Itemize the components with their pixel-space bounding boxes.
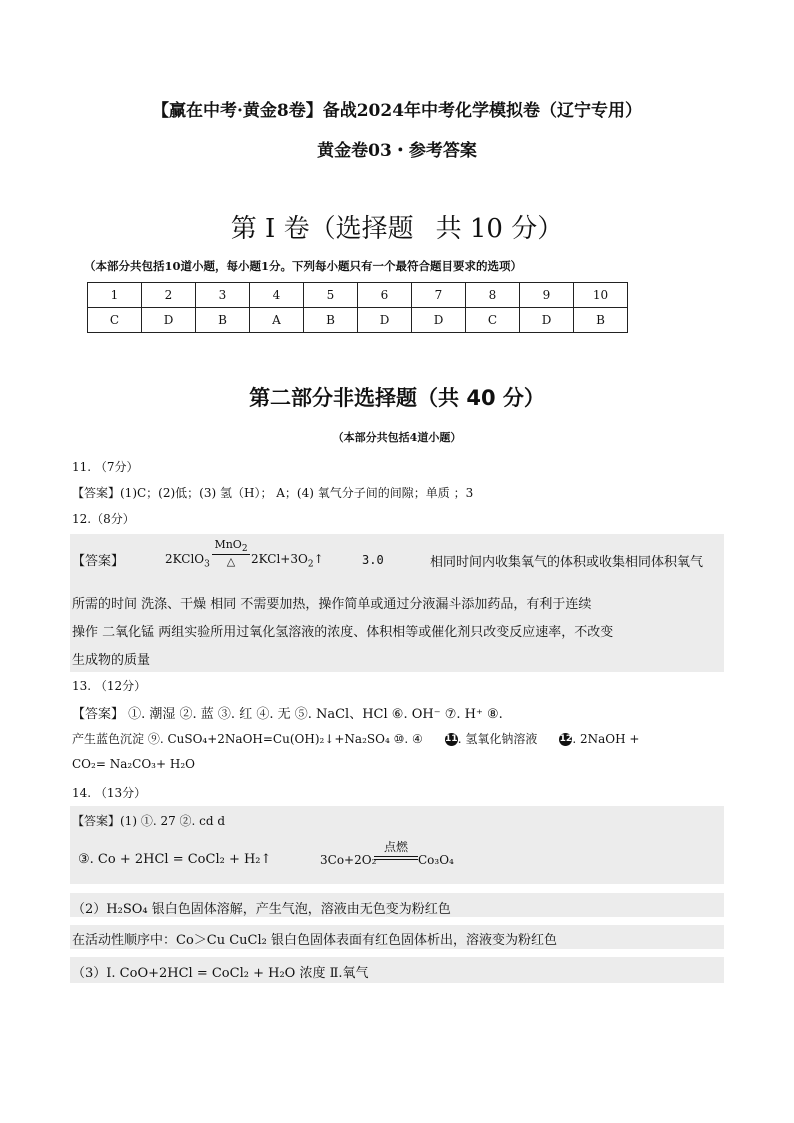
- q12-heat-symbol: △: [226, 555, 236, 569]
- part2-heading: 第二部分非选择题（共 40 分）: [249, 386, 545, 410]
- q14-line5: （3）I. CoO+2HCl = CoCl₂ + H₂O 浓度 Ⅱ.氧气: [72, 966, 369, 981]
- answer-table-numbers-row: [88, 283, 628, 308]
- answer-number: 1: [88, 283, 142, 308]
- q13-line2-b: . 氢氧化钠溶液: [457, 732, 538, 746]
- q14-condition-text: 点燃: [383, 840, 408, 854]
- answer-number: 10: [574, 283, 628, 308]
- q12-equation-left: [165, 552, 210, 569]
- answer-choice: D: [412, 308, 466, 333]
- q14-label: 14. （13分）: [72, 786, 147, 800]
- q14-line1: 【答案】(1) ①. 27 ②. cd d: [72, 814, 226, 828]
- q12-eq-left-sub: 3: [204, 559, 210, 570]
- part1-heading-b: 共 10 分）: [435, 214, 564, 244]
- answer-table: [87, 282, 628, 333]
- q12-value: 3.0: [362, 553, 384, 567]
- q12-reaction-condition: [212, 538, 250, 568]
- answer-number: 6: [358, 283, 412, 308]
- q14-line3: （2）H₂SO₄ 银白色固体溶解，产生气泡，溶液由无色变为粉红色: [72, 902, 451, 917]
- q14-combustion-condition: [374, 838, 418, 860]
- q12-catalyst: MnO: [214, 538, 242, 551]
- part1-note: （本部分共包括10道小题，每小题1分。下列每小题只有一个最符合题目要求的选项）: [84, 259, 523, 273]
- q14-equals-line-bottom: [374, 859, 418, 860]
- q14-equals-line-top: [374, 856, 418, 857]
- q12-line2: 所需的时间 洗涤、干燥 相同 不需要加热，操作简单或通过分液漏斗添加药品，有利于连续: [72, 597, 592, 612]
- answer-number: 9: [520, 283, 574, 308]
- answer-choice: B: [574, 308, 628, 333]
- document-title: 【赢在中考·黄金8卷】备战2024年中考化学模拟卷（辽宁专用）: [151, 101, 643, 121]
- q12-text-a: 相同时间内收集氧气的体积或收集相同体积氧气: [430, 555, 704, 570]
- answer-number: 8: [466, 283, 520, 308]
- circled-number-11: 11: [444, 734, 458, 744]
- q12-eq-left-text: 2KClO: [165, 552, 205, 566]
- q12-eq-right-sub: 2: [307, 559, 314, 570]
- q13-label: 13. （12分）: [72, 679, 147, 693]
- answer-number: 2: [142, 283, 196, 308]
- q14-equation-3b-left: 3Co+2O₂: [320, 853, 377, 867]
- answer-choice: D: [520, 308, 574, 333]
- q11-label: 11. （7分）: [72, 460, 139, 474]
- part1-heading: [0, 208, 794, 245]
- q12-line3: 操作 二氧化锰 两组实验所用过氧化氢溶液的浓度、体积相等或催化剂只改变反应速率，不改变: [72, 625, 614, 640]
- q12-gas-arrow: ↑: [313, 552, 324, 566]
- answer-choice: D: [142, 308, 196, 333]
- part2-note: （本部分共包括4道小题）: [332, 431, 462, 444]
- q12-equation-right: [251, 552, 324, 569]
- document-subtitle: 黄金卷03・参考答案: [317, 141, 477, 161]
- answer-number: 3: [196, 283, 250, 308]
- q14-equation-3a: ③. Co + 2HCl = CoCl₂ + H₂↑: [78, 852, 272, 867]
- answer-number: 7: [412, 283, 466, 308]
- q13-line2-c: . 2NaOH +: [572, 732, 640, 746]
- q12-catalyst-sub: 2: [241, 544, 248, 555]
- answer-table-answers-row: [88, 308, 628, 333]
- q14-line4: 在活动性顺序中：Co＞Cu CuCl₂ 银白色固体表面有红色固体析出，溶液变为粉红色: [72, 933, 557, 948]
- q12-line4: 生成物的质量: [72, 653, 151, 668]
- q13-line1: 【答案】 ①. 潮湿 ②. 蓝 ③. 红 ④. 无 ⑤. NaCl、HCl ⑥. OH⁻ ⑦. H⁺ ⑧.: [72, 707, 503, 722]
- answer-choice: B: [196, 308, 250, 333]
- answer-number: 5: [304, 283, 358, 308]
- q12-label: 12.（8分）: [72, 512, 135, 526]
- circled-number-12: 12: [559, 734, 573, 744]
- part1-heading-a: 第 I 卷（选择题: [230, 214, 414, 244]
- answer-choice: D: [358, 308, 412, 333]
- q11-answer: 【答案】(1)C；(2)低；(3) 氢（H）； A；(4) 氧气分子间的间隙；单质 ；3: [72, 486, 474, 500]
- answer-choice: C: [88, 308, 142, 333]
- q13-line2: [72, 730, 639, 747]
- answer-choice: B: [304, 308, 358, 333]
- q13-line2-a: 产生蓝色沉淀 ⑨. CuSO₄+2NaOH=Cu(OH)₂↓+Na₂SO₄ ⑩. ④: [72, 732, 423, 746]
- answer-choice: A: [250, 308, 304, 333]
- q12-eq-right-text: 2KCl+3O: [251, 552, 308, 566]
- answer-number: 4: [250, 283, 304, 308]
- q14-equation-3b-right: Co₃O₄: [418, 853, 454, 867]
- answer-choice: C: [466, 308, 520, 333]
- q12-answer-tag: 【答案】: [72, 554, 125, 569]
- q13-line3: CO₂= Na₂CO₃+ H₂O: [72, 757, 195, 771]
